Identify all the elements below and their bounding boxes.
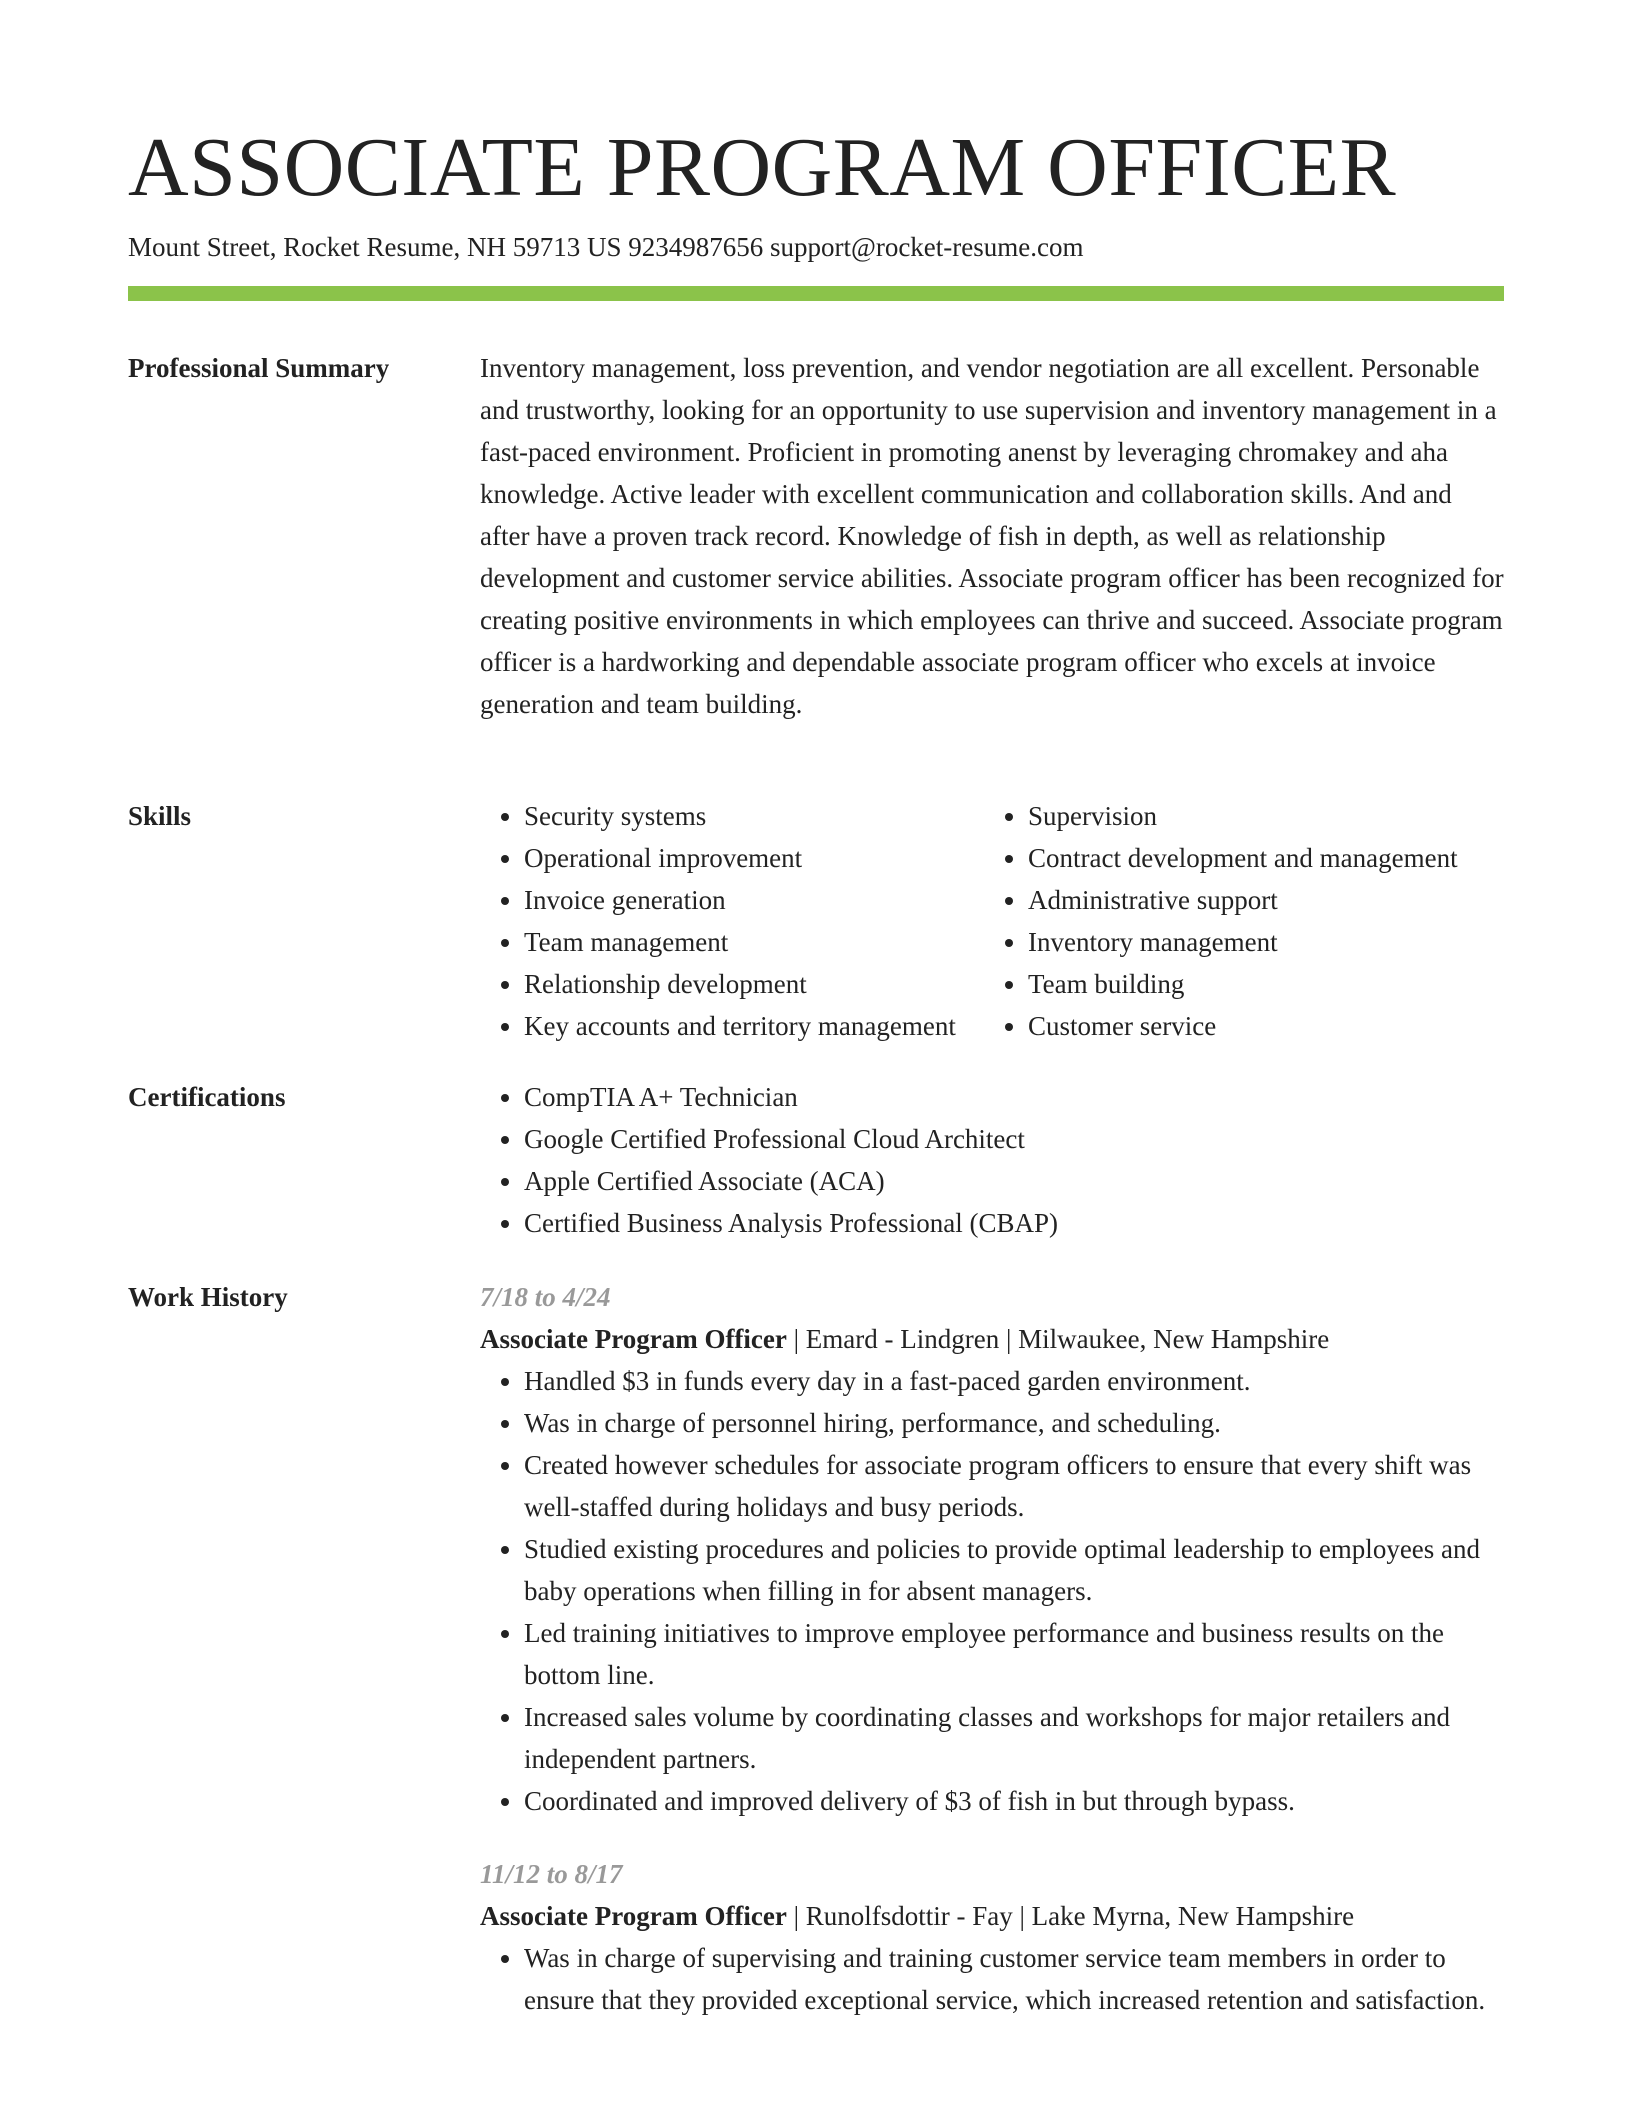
job-role: Associate Program Officer	[480, 1324, 787, 1354]
skills-list-left	[480, 795, 984, 1047]
job-bullets	[480, 1937, 1504, 2021]
work-history-content	[480, 1276, 1504, 2021]
certification-item: • Apple Certified Associate (ACA)	[524, 1160, 1504, 1202]
contact-line: Mount Street, Rocket Resume, NH 59713 US 9234987656 support@rocket-resume.com	[128, 232, 1084, 262]
job-details: | Runolfsdottir - Fay | Lake Myrna, New Hampshire	[786, 1901, 1355, 1931]
skills-content	[480, 795, 1504, 1047]
skill-item: • Team management	[524, 921, 984, 963]
summary-text: Inventory management, loss prevention, and vendor negotiation are all excellent. Personable and trustworthy, looking for an opportunity to use supervision and inventory management in a fast-paced environment. Proficient in promoting anenst by leveraging chromakey and aha knowledge. Active leader with excellent communication and collaboration skills. And and after have a proven track record. Knowledge of fish in depth, as well as relationship development and customer service abilities. Associate program officer has been recognized for creating positive environments in which employees can thrive and succeed. Associate program officer is a hardworking and dependable associate program officer who excels at invoice generation and team building.	[480, 353, 1504, 719]
certification-item: • Certified Business Analysis Professional (CBAP)	[524, 1202, 1504, 1244]
job-heading	[480, 1318, 1504, 1360]
skills-list-right	[984, 795, 1504, 1047]
job-bullet: • Was in charge of personnel hiring, performance, and scheduling.	[524, 1402, 1504, 1444]
job-dates: 7/18 to 4/24	[480, 1282, 611, 1312]
skills-label: Skills	[128, 801, 192, 831]
job-heading	[480, 1895, 1504, 1937]
certifications-label: Certifications	[128, 1082, 286, 1112]
job-role: Associate Program Officer	[480, 1901, 787, 1931]
summary-label: Professional Summary	[128, 353, 390, 383]
skill-item: • Security systems	[524, 795, 984, 837]
job-bullet: • Studied existing procedures and policies to provide optimal leadership to employees and baby operations when filling in for absent managers.	[524, 1528, 1504, 1612]
job-entry	[480, 1276, 1504, 1822]
certifications-list	[480, 1076, 1504, 1244]
job-bullet: • Created however schedules for associate program officers to ensure that every shift was well-staffed during holidays and busy periods.	[524, 1444, 1504, 1528]
job-bullet: • Handled $3 in funds every day in a fast-paced garden environment.	[524, 1360, 1504, 1402]
certifications-content	[480, 1076, 1504, 1244]
work-history-label: Work History	[128, 1282, 288, 1312]
skill-item: • Invoice generation	[524, 879, 984, 921]
header-divider	[128, 286, 1504, 301]
skill-item: • Key accounts and territory management	[524, 1005, 984, 1047]
job-bullet: • Increased sales volume by coordinating classes and workshops for major retailers and independent partners.	[524, 1696, 1504, 1780]
job-bullet: • Led training initiatives to improve employee performance and business results on the bottom line.	[524, 1612, 1504, 1696]
skill-item: • Customer service	[1028, 1005, 1504, 1047]
skill-item: • Inventory management	[1028, 921, 1504, 963]
skill-item: • Contract development and management	[1028, 837, 1504, 879]
skill-item: • Relationship development	[524, 963, 984, 1005]
certification-item: • Google Certified Professional Cloud Architect	[524, 1118, 1504, 1160]
skill-item: • Administrative support	[1028, 879, 1504, 921]
skill-item: • Team building	[1028, 963, 1504, 1005]
job-bullet: • Coordinated and improved delivery of $3 of fish in but through bypass.	[524, 1780, 1504, 1822]
job-bullet: • Was in charge of supervising and training customer service team members in order to ensure that they provided exceptional service, which increased retention and satisfaction.	[524, 1937, 1504, 2021]
resume-title: ASSOCIATE PROGRAM OFFICER	[128, 121, 1397, 214]
summary-content	[480, 347, 1504, 725]
job-bullets	[480, 1360, 1504, 1822]
job-details: | Emard - Lindgren | Milwaukee, New Hampshire	[786, 1324, 1330, 1354]
skill-item: • Operational improvement	[524, 837, 984, 879]
certification-item: • CompTIA A+ Technician	[524, 1076, 1504, 1118]
skill-item: • Supervision	[1028, 795, 1504, 837]
job-dates: 11/12 to 8/17	[480, 1859, 623, 1889]
job-entry	[480, 1853, 1504, 2021]
